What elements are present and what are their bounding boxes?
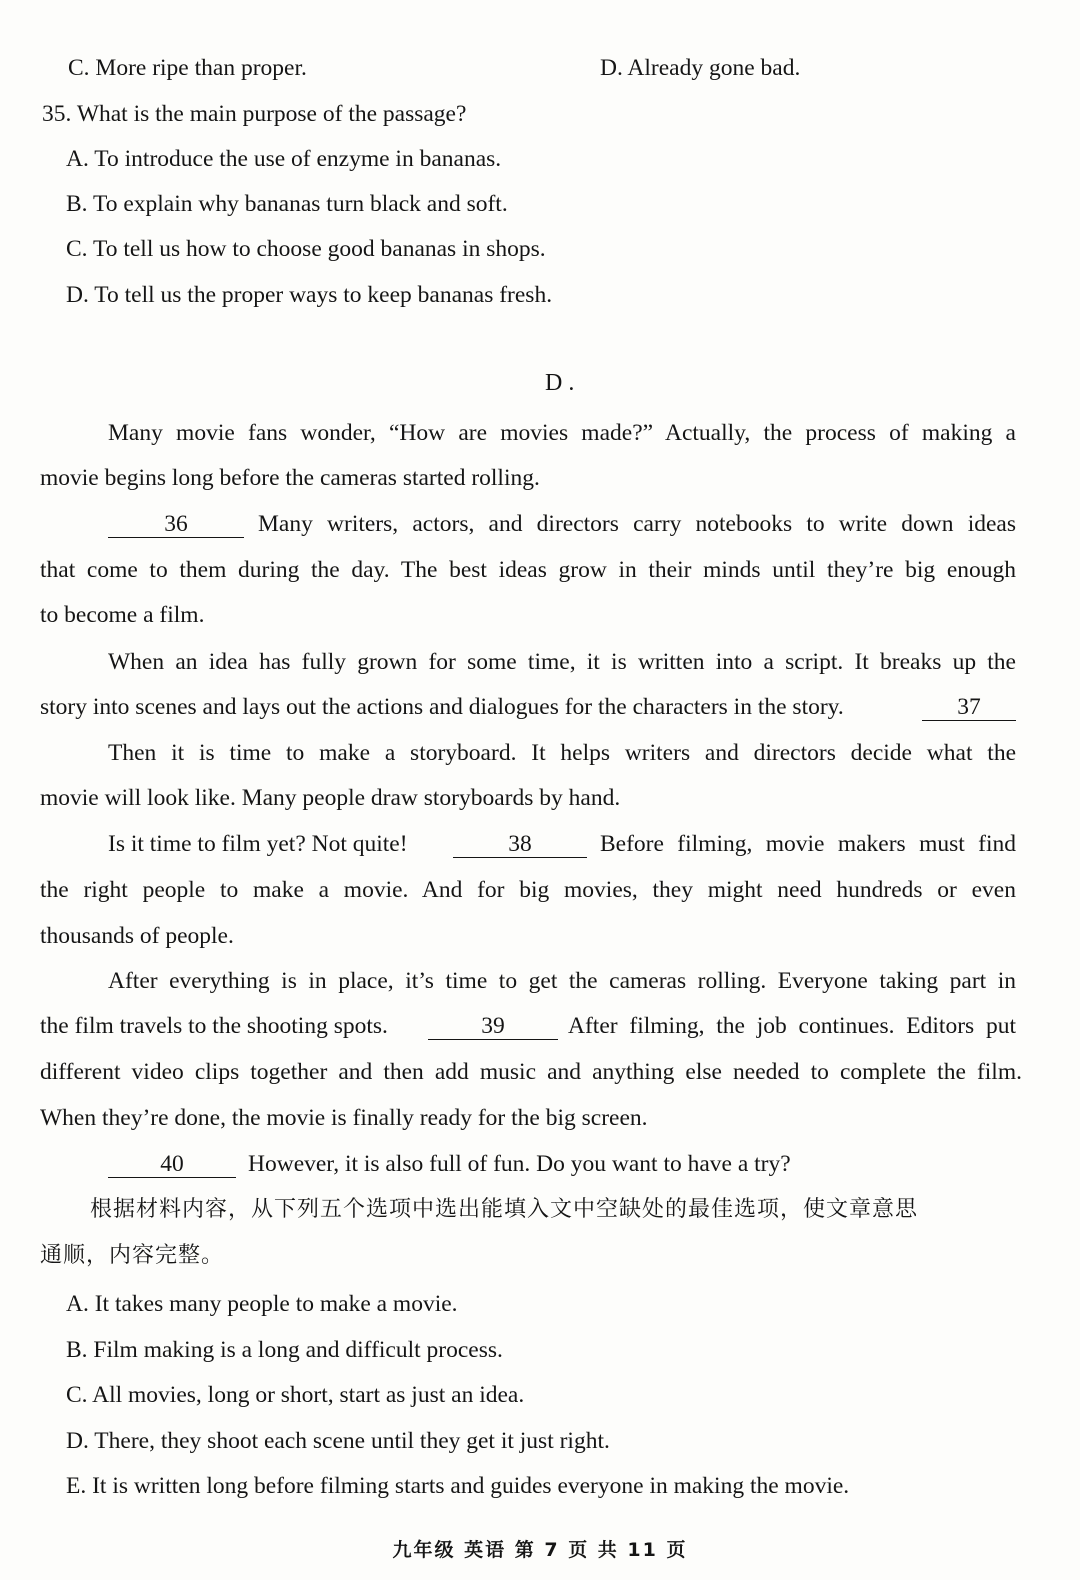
instruction-line: 根据材料内容，从下列五个选项中选出能填入文中空缺处的最佳选项，使文章意思 xyxy=(90,1197,919,1222)
blank-39: 39 xyxy=(428,1013,558,1040)
passage-line: After filming, the job continues. Editors put xyxy=(568,1013,1016,1039)
blank-40: 40 xyxy=(108,1151,236,1178)
passage-line-with-blank xyxy=(428,1011,558,1041)
blank-36: 36 xyxy=(108,511,244,538)
passage-line-with-blank xyxy=(108,509,244,539)
passage-line: After everything is in place, it’s time to get the cameras rolling. Everyone taking part in xyxy=(108,968,1016,994)
q34-option-d: D. Already gone bad. xyxy=(600,55,801,81)
q35-stem: 35. What is the main purpose of the passage? xyxy=(42,101,467,127)
passage-line: When they’re done, the movie is finally ready for the big screen. xyxy=(40,1105,648,1131)
passage-line: to become a film. xyxy=(40,602,205,628)
passage-line: However, it is also full of fun. Do you want to have a try? xyxy=(248,1151,791,1177)
option-e: E. It is written long before filming starts and guides everyone in making the movie. xyxy=(66,1473,850,1499)
section-label: D . xyxy=(545,370,575,396)
instruction-line: 通顺，内容完整。 xyxy=(40,1243,225,1268)
passage-line: that come to them during the day. The best ideas grow in their minds until they’re big enough xyxy=(40,557,1016,583)
passage-line: story into scenes and lays out the actions and dialogues for the characters in the story. xyxy=(40,694,844,720)
option-c: C. All movies, long or short, start as just an idea. xyxy=(66,1382,525,1408)
passage-line: movie begins long before the cameras started rolling. xyxy=(40,465,540,491)
q34-option-c: C. More ripe than proper. xyxy=(68,55,307,81)
passage-line: different video clips together and then add music and anything else needed to complete the film. xyxy=(40,1059,1022,1085)
blank-37: 37 xyxy=(922,694,1016,721)
blank-38: 38 xyxy=(453,831,587,858)
passage-line: Is it time to film yet? Not quite! xyxy=(108,831,408,857)
page-footer: 九年级 英语 第 7 页 共 11 页 xyxy=(392,1539,688,1561)
passage-line: the film travels to the shooting spots. xyxy=(40,1013,388,1039)
passage-line: the right people to make a movie. And for big movies, they might need hundreds or even xyxy=(40,877,1016,903)
passage-line: When an idea has fully grown for some time, it is written into a script. It breaks up the xyxy=(108,649,1016,675)
passage-line: Before filming, movie makers must find xyxy=(600,831,1016,857)
q35-option-a: A. To introduce the use of enzyme in bananas. xyxy=(66,146,502,172)
passage-line: Many movie fans wonder, “How are movies made?” Actually, the process of making a xyxy=(108,420,1016,446)
passage-line: movie will look like. Many people draw storyboards by hand. xyxy=(40,785,621,811)
passage-line: Many writers, actors, and directors carry notebooks to write down ideas xyxy=(258,511,1016,537)
passage-line: thousands of people. xyxy=(40,923,234,949)
option-d: D. There, they shoot each scene until they get it just right. xyxy=(66,1428,610,1454)
q35-option-d: D. To tell us the proper ways to keep bananas fresh. xyxy=(66,282,553,308)
option-a: A. It takes many people to make a movie. xyxy=(66,1291,458,1317)
q35-option-b: B. To explain why bananas turn black and soft. xyxy=(66,191,508,217)
q35-option-c: C. To tell us how to choose good bananas in shops. xyxy=(66,236,546,262)
passage-line: Then it is time to make a storyboard. It helps writers and directors decide what the xyxy=(108,740,1016,766)
passage-line-with-blank xyxy=(453,829,587,859)
passage-line-with-blank xyxy=(108,1149,236,1179)
passage-line-with-blank xyxy=(922,692,1016,722)
option-b: B. Film making is a long and difficult process. xyxy=(66,1337,503,1363)
